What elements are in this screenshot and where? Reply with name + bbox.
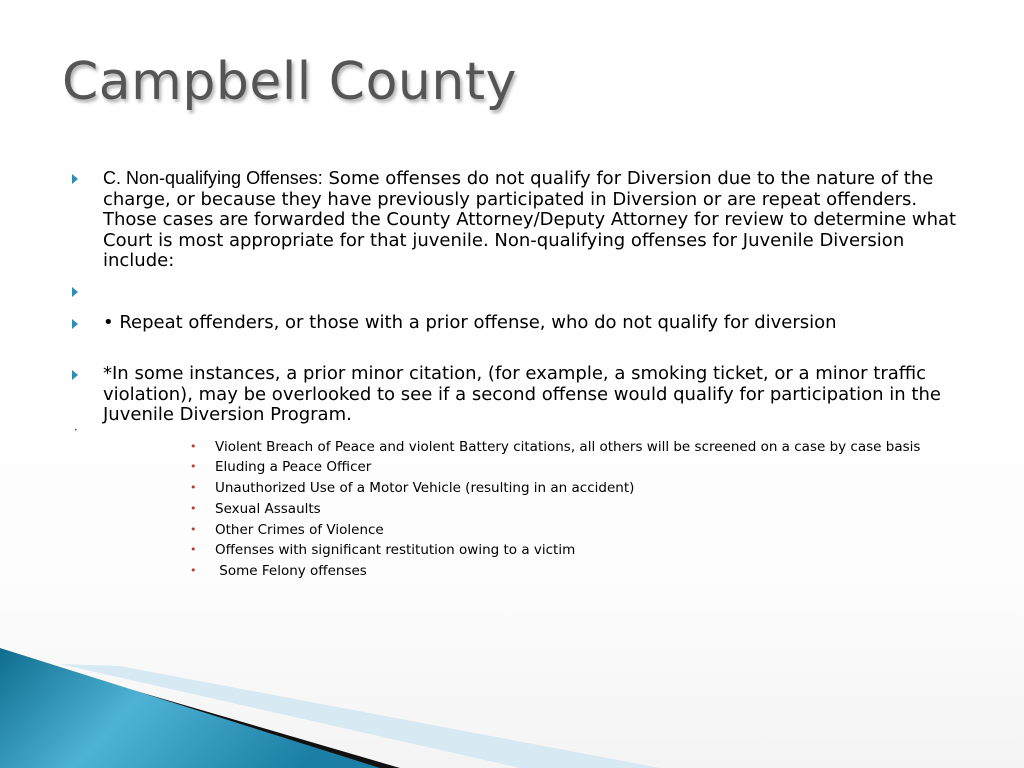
list-item: • Some Felony offenses <box>190 563 367 580</box>
bullet-text: *In some instances, a prior minor citation, (for example, a smoking ticket, or a minor traffic violation), may be overlooked to see if a second offense would qualify for participation in the Juvenile Diversion Program. <box>103 363 941 425</box>
list-item: • Violent Breach of Peace and violent Battery citations, all others will be screened on a case by case basis <box>190 438 921 455</box>
sub-bullet-icon: • <box>190 543 197 557</box>
list-item: • Other Crimes of Violence <box>190 521 384 538</box>
bullet-text: • Repeat offenders, or those with a prior offense, who do not qualify for diversion <box>103 311 837 333</box>
sub-bullet-icon: • <box>190 522 197 536</box>
list-item: • Sexual Assaults <box>190 500 321 517</box>
slide-title: Campbell County <box>62 52 517 112</box>
sub-bullet-icon: • <box>190 460 197 474</box>
bullet-lead-label: C. Non-qualifying Offenses: <box>103 168 323 188</box>
minor-bullet-marker: • <box>74 426 78 434</box>
sub-bullet-icon: • <box>190 481 197 495</box>
list-item: • Eluding a Peace Officer <box>190 459 372 476</box>
bullet-text: Some offenses do not qualify for Diversion due to the nature of the charge, or because they have previously participated in Diversion or are repeat offenders. Those cases are forwarded the County Attorney/Deputy Attorney for review to determine what Court is most appropriate for that juvenile. Non-qualifying offenses for Juvenile Diversion include: <box>103 168 957 271</box>
sub-bullet-icon: • <box>190 501 197 515</box>
list-item: • Unauthorized Use of a Motor Vehicle (resulting in an accident) <box>190 480 635 497</box>
sub-bullet-icon: • <box>190 564 197 578</box>
list-item: • Offenses with significant restitution owing to a victim <box>190 542 576 559</box>
sub-bullet-icon: • <box>190 439 197 453</box>
